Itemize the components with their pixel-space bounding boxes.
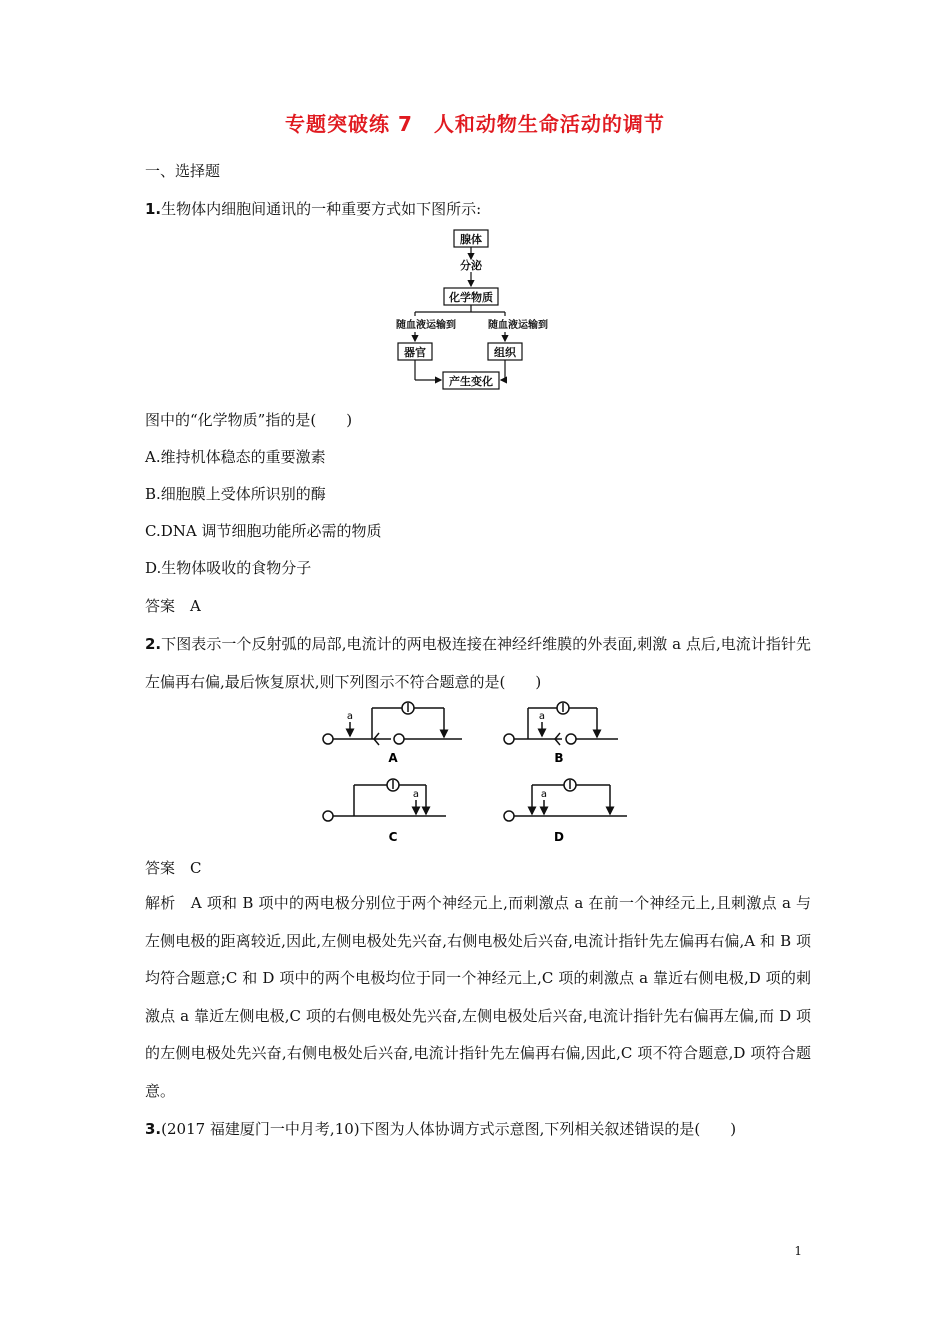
option-a: A.维持机体稳态的重要激素 xyxy=(145,448,326,466)
figure-b xyxy=(484,698,634,768)
question-2-analysis: 解析 A 项和 B 项中的两电极分别位于两个神经元上,而刺激点 a 在前一个神经元上,且刺激点 a 与左侧电极的距离较近,因此,左侧电极处先兴奋,右侧电极处后兴奋,电流计指针先左偏再右偏,A 和 B 项均符合题意;C 和 D 项中的两个电极均位于同一个神经元上,C 项的刺激点 a 靠近右侧电极,D 项的刺激点 a 靠近左侧电极,C 项的右侧电极处先兴奋,左侧电极处后兴奋,电流计指针先右偏再左偏,而 D 项的左侧电极处先兴奋,右侧电极处后兴奋,电流计指针先左偏再右偏,因此,C 项不符合题意,D 项符合题意。 xyxy=(145,894,811,1100)
node-tissue: 组织 xyxy=(494,346,516,359)
figure-c-point-label: a xyxy=(412,789,420,800)
question-1-answer: 答案 A xyxy=(145,597,201,615)
option-d: D.生物体吸收的食物分子 xyxy=(145,559,312,577)
edge-secrete: 分泌 xyxy=(460,259,482,272)
option-c: C.DNA 调节细胞功能所必需的物质 xyxy=(145,522,382,540)
question-3-number: 3. xyxy=(145,1120,162,1138)
figure-a xyxy=(318,698,468,768)
figure-c-caption: C xyxy=(388,830,398,844)
question-3-text: (2017 福建厦门一中月考,10)下图为人体协调方式示意图,下列相关叙述错误的是( ) xyxy=(161,1120,737,1138)
page-title: 专题突破练 7 人和动物生命活动的调节 xyxy=(285,112,665,136)
question-1-stem xyxy=(145,198,481,219)
question-2-text: 下图表示一个反射弧的局部,电流计的两电极连接在神经纤维膜的外表面,刺激 a 点后,电流计指针先左偏再右偏,最后恢复原状,则下列图示不符合题意的是( ) xyxy=(145,635,811,691)
figure-d-point-label: a xyxy=(540,789,548,800)
question-2-number: 2. xyxy=(145,635,162,653)
secretion-flow-diagram xyxy=(380,224,570,396)
question-3-stem xyxy=(145,1118,736,1139)
figure-d-caption: D xyxy=(554,830,564,844)
page-number: 1 xyxy=(794,1244,802,1258)
figure-b-caption: B xyxy=(554,751,564,765)
node-chemical: 化学物质 xyxy=(449,291,493,304)
figure-d xyxy=(484,776,634,848)
question-1-number: 1. xyxy=(145,200,162,218)
question-1-text: 生物体内细胞间通讯的一种重要方式如下图所示: xyxy=(161,200,482,218)
edge-transport-left: 随血液运输到 xyxy=(396,320,456,331)
node-gland: 腺体 xyxy=(460,233,482,246)
figure-c xyxy=(318,776,468,848)
question-1-question: 图中的“化学物质”指的是( ) xyxy=(145,411,353,429)
node-organ: 器官 xyxy=(404,346,426,359)
figure-b-point-label: a xyxy=(538,711,546,722)
edge-transport-right: 随血液运输到 xyxy=(488,320,548,331)
figure-a-point-label: a xyxy=(346,711,354,722)
question-2-answer: 答案 C xyxy=(145,859,202,877)
question-2-stem xyxy=(145,626,811,701)
figure-a-caption: A xyxy=(388,751,398,765)
node-change: 产生变化 xyxy=(449,375,493,388)
option-b: B.细胞膜上受体所识别的酶 xyxy=(145,485,326,503)
section-heading: 一、选择题 xyxy=(145,162,221,180)
